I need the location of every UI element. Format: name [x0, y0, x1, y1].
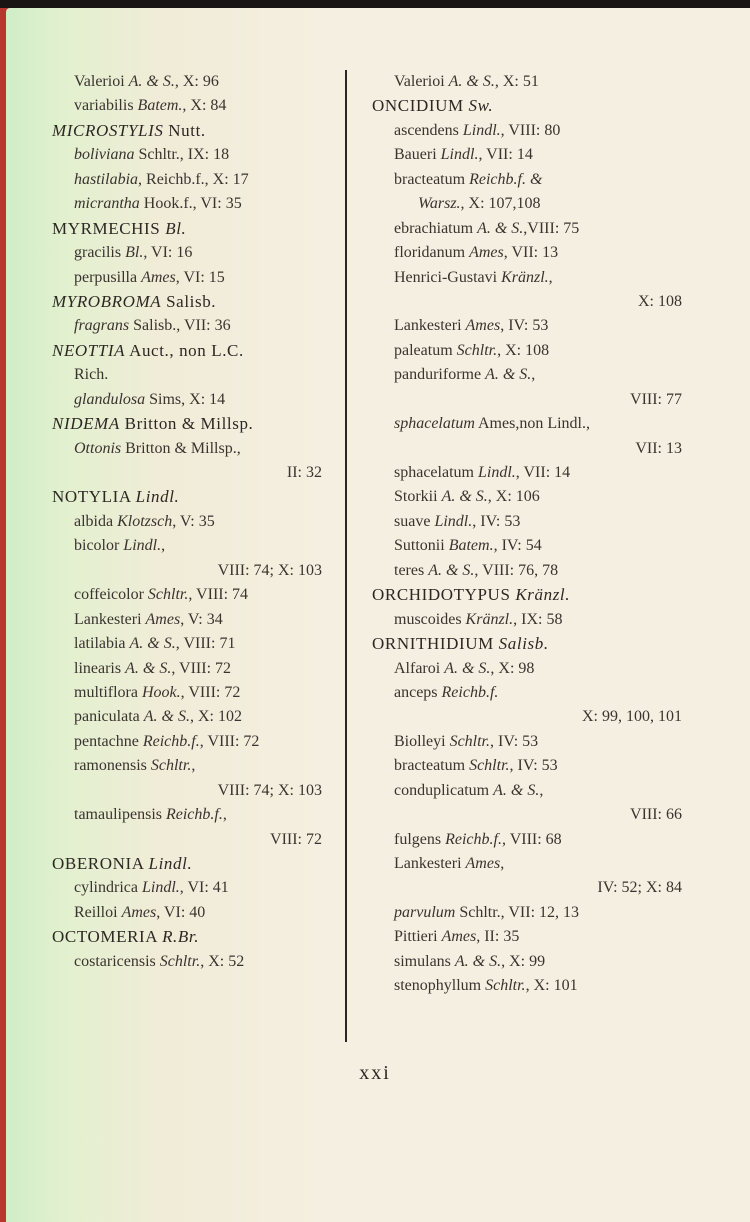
entry-text: muscoides — [394, 610, 466, 628]
index-entry — [372, 388, 702, 412]
entry-text: , X: 52 — [200, 952, 245, 970]
entry-text: , VII: 14 — [515, 464, 571, 481]
index-entry — [52, 730, 342, 754]
entry-italic-text: A. & S. — [125, 659, 172, 677]
entry-text: Baueri — [394, 146, 441, 164]
entry-italic-text: Kränzl. — [501, 268, 549, 286]
entry-text: ORNITHIDIUM — [372, 634, 499, 654]
entry-text: MYRMECHIS — [52, 218, 166, 238]
entry-text: paniculata — [74, 708, 144, 726]
entry-text: Biolleyi — [394, 732, 450, 750]
genus-heading — [52, 119, 342, 143]
entry-italic-text: MYROBROMA — [52, 291, 162, 311]
entry-italic-text: Reichb.f. — [165, 806, 223, 824]
index-entry — [52, 657, 342, 681]
entry-text: paleatum — [394, 341, 457, 359]
entry-text: Schltr., VII: 12, 13 — [455, 903, 580, 921]
entry-text: , VI: 41 — [179, 879, 229, 897]
entry-text: Britton & Millsp. — [119, 414, 254, 434]
entry-text: Lankesteri — [394, 317, 466, 335]
entry-text: panduriforme — [394, 366, 486, 384]
entry-italic-text: sphacelatum — [394, 415, 475, 433]
entry-text: ebrachiatum — [394, 219, 478, 237]
entry-text: , — [161, 537, 166, 555]
entry-text: latilabia — [74, 635, 130, 653]
entry-italic-text: Ames — [465, 317, 501, 335]
index-entry — [52, 437, 342, 461]
entry-text: , — [222, 806, 227, 824]
entry-text: , X: 101 — [525, 977, 578, 995]
entry-text: variabilis — [74, 97, 138, 115]
genus-heading — [52, 217, 342, 241]
entry-italic-text: Kränzl. — [515, 585, 571, 605]
index-entry — [372, 412, 702, 436]
entry-italic-text: MICROSTYLIS — [52, 120, 164, 140]
index-entry — [52, 534, 342, 558]
entry-text: Pittieri — [394, 928, 442, 946]
entry-text: NOTYLIA — [52, 487, 136, 507]
index-entry — [372, 70, 702, 94]
entry-text: , IV: 53 — [490, 732, 539, 750]
entry-italic-text: A. & S. — [441, 488, 488, 506]
entry-text: X: 99, 100, 101 — [582, 708, 682, 726]
entry-italic-text: A. & S. — [428, 561, 475, 579]
entry-italic-text: A. & S. — [485, 366, 532, 384]
entry-italic-text: Lindl. — [148, 854, 193, 873]
entry-text: , IX: 58 — [513, 610, 563, 628]
entry-italic-text: Ames — [441, 928, 477, 946]
entry-text: , X: 51 — [494, 73, 539, 90]
index-entry — [52, 559, 342, 583]
index-entry — [372, 339, 702, 363]
entry-text: costaricensis — [74, 952, 160, 970]
entry-text: bracteatum — [394, 757, 470, 775]
entry-italic-text: A. & S. — [128, 73, 175, 90]
entry-italic-text: A. & S. — [444, 659, 491, 677]
entry-text: , IV: 54 — [493, 537, 542, 555]
entry-text: , VIII: 72 — [180, 683, 241, 701]
entry-text: , VIII: 72 — [199, 732, 260, 750]
entry-italic-text: Ames — [465, 855, 501, 872]
page-top-edge-shadow — [0, 0, 750, 8]
index-entry — [372, 803, 702, 827]
entry-italic-text: Bl. — [165, 218, 187, 238]
entry-italic-text: Lindl. — [123, 537, 162, 555]
index-entry — [372, 119, 702, 143]
entry-italic-text: parvulum — [394, 903, 456, 921]
entry-italic-text: A. & S. — [477, 219, 524, 237]
entry-italic-text: Ames — [141, 268, 176, 286]
index-entry — [52, 901, 342, 925]
entry-italic-text: hastilabia — [74, 170, 139, 188]
genus-heading — [52, 339, 342, 363]
entry-italic-text: Lindl. — [141, 879, 180, 897]
entry-text: , VII: 14 — [478, 146, 533, 164]
entry-text: ascendens — [394, 121, 463, 139]
genus-heading — [52, 852, 342, 876]
index-entry — [52, 705, 342, 729]
index-entry — [52, 388, 342, 412]
entry-text: , VIII: 68 — [501, 830, 562, 848]
entry-italic-text: Warsz. — [418, 195, 461, 213]
index-entry — [372, 192, 702, 216]
entry-text: , X: 98 — [490, 659, 535, 677]
entry-italic-text: glandulosa — [74, 390, 146, 408]
entry-text: Salisb. — [161, 291, 217, 311]
genus-heading — [372, 94, 702, 118]
index-entry — [372, 143, 702, 167]
entry-italic-text: Schltr. — [449, 732, 491, 750]
entry-text: , Reichb.f., X: 17 — [138, 170, 249, 188]
entry-text: , VII: 13 — [503, 244, 559, 262]
index-entry — [52, 168, 342, 192]
entry-text: Lankesteri — [74, 610, 146, 628]
index-entry — [372, 681, 702, 705]
genus-heading — [372, 583, 702, 607]
entry-text: , VIII: 80 — [500, 121, 561, 139]
entry-text: , IV: 53 — [472, 512, 521, 530]
entry-text: Valerioi — [394, 73, 449, 90]
entry-text: Henrici-Gustavi — [394, 268, 502, 286]
index-entry — [372, 534, 702, 558]
index-entry — [372, 217, 702, 241]
entry-text: , VIII: 74 — [188, 586, 249, 604]
index-entry — [372, 290, 702, 314]
entry-text: conduplicatum — [394, 781, 494, 799]
index-entry — [372, 828, 702, 852]
entry-italic-text: Schltr. — [159, 952, 201, 970]
genus-heading — [372, 632, 702, 656]
entry-text: ,VIII: 75 — [523, 219, 580, 237]
entry-text: VIII: 66 — [630, 806, 682, 824]
entry-italic-text: Sw. — [468, 96, 494, 116]
entry-text: , VIII: 71 — [175, 635, 236, 653]
entry-text: OCTOMERIA — [52, 927, 163, 947]
entry-text: tamaulipensis — [74, 806, 166, 824]
entry-italic-text: Salisb. — [498, 634, 549, 654]
entry-text: , X: 102 — [189, 708, 242, 726]
index-entry — [52, 754, 342, 778]
entry-text: Rich. — [74, 366, 109, 384]
entry-text: X: 108 — [638, 292, 682, 310]
index-entry — [372, 974, 702, 998]
entry-text: perpusilla — [74, 268, 142, 286]
entry-text: Auct., non L.C. — [125, 340, 244, 360]
entry-text: Suttonii — [394, 537, 449, 555]
entry-text: Reilloi — [74, 903, 122, 921]
entry-text: , — [548, 268, 553, 286]
index-entry — [372, 241, 702, 265]
index-entry — [372, 266, 702, 290]
entry-italic-text: NEOTTIA — [52, 340, 126, 360]
entry-text: IV: 52; X: 84 — [597, 879, 682, 897]
entry-text: , VI: 16 — [143, 244, 193, 262]
index-entry — [372, 168, 702, 192]
entry-text: , X: 96 — [174, 73, 219, 90]
entry-text: VII: 13 — [635, 439, 682, 457]
entry-italic-text: Ames — [145, 610, 181, 628]
entry-italic-text: Reichb.f. — [142, 732, 200, 750]
entry-text: , — [539, 781, 544, 799]
entry-italic-text: boliviana — [74, 146, 135, 164]
entry-text: Storkii — [394, 488, 442, 506]
entry-text: bracteatum — [394, 170, 470, 188]
entry-text: Valerioi — [74, 73, 129, 90]
entry-italic-text: Batem. — [448, 537, 494, 555]
entry-italic-text: Reichb.f. — [445, 830, 502, 848]
entry-text: , — [500, 855, 505, 872]
entry-text: teres — [394, 561, 429, 579]
index-entry — [372, 730, 702, 754]
index-entry — [52, 681, 342, 705]
entry-text: , — [191, 757, 196, 775]
entry-text: Lankesteri — [394, 855, 466, 872]
index-entry — [52, 363, 342, 387]
entry-text: anceps — [394, 683, 442, 701]
entry-italic-text: Ottonis — [74, 439, 122, 457]
index-entry — [52, 143, 342, 167]
index-entry — [372, 461, 702, 485]
entry-text: Schltr., IX: 18 — [134, 146, 230, 164]
index-entry — [52, 608, 342, 632]
entry-text: VIII: 72 — [270, 830, 322, 848]
entry-italic-text: R.Br. — [162, 927, 200, 947]
page-number: xxi — [359, 1062, 391, 1084]
entry-text: , IV: 53 — [500, 317, 549, 335]
entry-italic-text: Kränzl. — [465, 610, 514, 628]
index-entry — [52, 266, 342, 290]
entry-text: VIII: 77 — [630, 390, 682, 408]
index-entry — [372, 754, 702, 778]
entry-text: fulgens — [394, 830, 446, 848]
index-entry — [372, 559, 702, 583]
index-entry — [52, 779, 342, 803]
entry-text: Alfaroi — [394, 659, 445, 677]
index-entry — [52, 314, 342, 338]
entry-text: stenophyllum — [394, 977, 486, 995]
entry-italic-text: Reichb.f. & — [469, 170, 543, 188]
entry-italic-text: Lindl. — [434, 512, 473, 530]
entry-text: OBERONIA — [52, 854, 149, 873]
entry-text: floridanum — [394, 244, 470, 262]
index-column-left — [52, 70, 342, 974]
entry-italic-text: A. & S. — [454, 952, 502, 970]
entry-text: ONCIDIUM — [372, 96, 469, 116]
index-entry — [52, 950, 342, 974]
index-entry — [372, 950, 702, 974]
entry-italic-text: Schltr. — [150, 757, 192, 775]
entry-italic-text: Bl. — [125, 244, 144, 262]
entry-text: gracilis — [74, 244, 126, 262]
entry-text: , X: 107,108 — [460, 195, 541, 213]
index-entry — [372, 314, 702, 338]
entry-text: , V: 34 — [180, 610, 223, 628]
entry-text: , X: 108 — [497, 341, 550, 359]
entry-text: , VI: 40 — [156, 903, 206, 921]
column-divider — [345, 70, 347, 1042]
entry-text: Sims, X: 14 — [145, 390, 226, 408]
genus-heading — [52, 925, 342, 949]
entry-text: ORCHIDOTYPUS — [372, 585, 516, 605]
entry-italic-text: Ames — [469, 244, 504, 262]
entry-text: coffeicolor — [74, 586, 148, 604]
entry-text: multiflora — [74, 683, 142, 701]
entry-italic-text: Lindl. — [440, 146, 479, 164]
entry-italic-text: A. & S. — [448, 73, 495, 90]
index-entry — [52, 192, 342, 216]
entry-italic-text: A. & S. — [143, 708, 190, 726]
index-entry — [52, 828, 342, 852]
entry-text: , — [531, 366, 536, 384]
entry-text: cylindrica — [74, 879, 142, 897]
entry-text: suave — [394, 512, 435, 530]
index-entry — [372, 608, 702, 632]
entry-text: , X: 106 — [487, 488, 540, 506]
entry-text: Ames,non Lindl., — [474, 415, 590, 433]
entry-text: , VI: 15 — [175, 268, 225, 286]
entry-text: Salisb., VII: 36 — [129, 317, 231, 335]
index-entry — [52, 94, 342, 118]
entry-text: , VIII: 72 — [171, 659, 232, 677]
index-entry — [372, 437, 702, 461]
index-column-right — [372, 70, 702, 999]
entry-italic-text: micrantha — [74, 195, 140, 213]
index-entry — [372, 779, 702, 803]
entry-text: albida — [74, 512, 118, 530]
index-entry — [52, 803, 342, 827]
entry-text: sphacelatum — [394, 464, 478, 481]
entry-text: VIII: 74; X: 103 — [217, 561, 322, 579]
entry-italic-text: Batem. — [137, 97, 183, 115]
entry-italic-text: Hook. — [141, 683, 181, 701]
entry-italic-text: Lindl. — [477, 464, 516, 481]
entry-italic-text: A. & S. — [129, 635, 176, 653]
entry-text: linearis — [74, 659, 126, 677]
entry-text: , VIII: 76, 78 — [474, 561, 559, 579]
entry-italic-text: A. & S. — [493, 781, 540, 799]
entry-italic-text: Lindl. — [135, 487, 180, 507]
entry-text: II: 32 — [286, 464, 322, 481]
entry-italic-text: Reichb.f. — [441, 683, 499, 701]
entry-italic-text: Schltr. — [485, 977, 526, 995]
index-entry — [52, 632, 342, 656]
entry-italic-text: Ames — [121, 903, 157, 921]
index-entry — [372, 705, 702, 729]
entry-italic-text: fragrans — [74, 317, 130, 335]
index-entry — [372, 657, 702, 681]
entry-text: , II: 35 — [476, 928, 520, 946]
entry-text: , V: 35 — [172, 512, 215, 530]
index-entry — [372, 485, 702, 509]
entry-text: , X: 84 — [182, 97, 227, 115]
index-entry — [372, 363, 702, 387]
genus-heading — [52, 412, 342, 436]
index-entry — [372, 852, 702, 876]
entry-italic-text: Schltr. — [469, 757, 510, 775]
index-entry — [52, 583, 342, 607]
entry-text: Nutt. — [163, 120, 206, 140]
index-entry — [52, 876, 342, 900]
entry-text: , X: 99 — [501, 952, 546, 970]
genus-heading — [52, 485, 342, 509]
entry-text: simulans — [394, 952, 455, 970]
entry-text: , IV: 53 — [509, 757, 558, 775]
entry-text: ramonensis — [74, 757, 151, 775]
entry-italic-text: Lindl. — [462, 121, 501, 139]
entry-italic-text: NIDEMA — [52, 414, 120, 434]
entry-text: bicolor — [74, 537, 124, 555]
entry-text: Hook.f., VI: 35 — [139, 195, 242, 213]
index-entry — [52, 510, 342, 534]
entry-italic-text: Schltr. — [456, 341, 498, 359]
entry-italic-text: Schltr. — [147, 586, 189, 604]
entry-text: VIII: 74; X: 103 — [217, 781, 322, 799]
index-entry — [372, 901, 702, 925]
genus-heading — [52, 290, 342, 314]
entry-italic-text: Klotzsch — [117, 512, 173, 530]
entry-text: pentachne — [74, 732, 143, 750]
index-entry — [52, 241, 342, 265]
index-entry — [372, 510, 702, 534]
index-entry — [372, 925, 702, 949]
index-entry — [52, 461, 342, 485]
index-entry — [372, 876, 702, 900]
index-entry — [52, 70, 342, 94]
entry-text: Britton & Millsp., — [121, 439, 241, 457]
